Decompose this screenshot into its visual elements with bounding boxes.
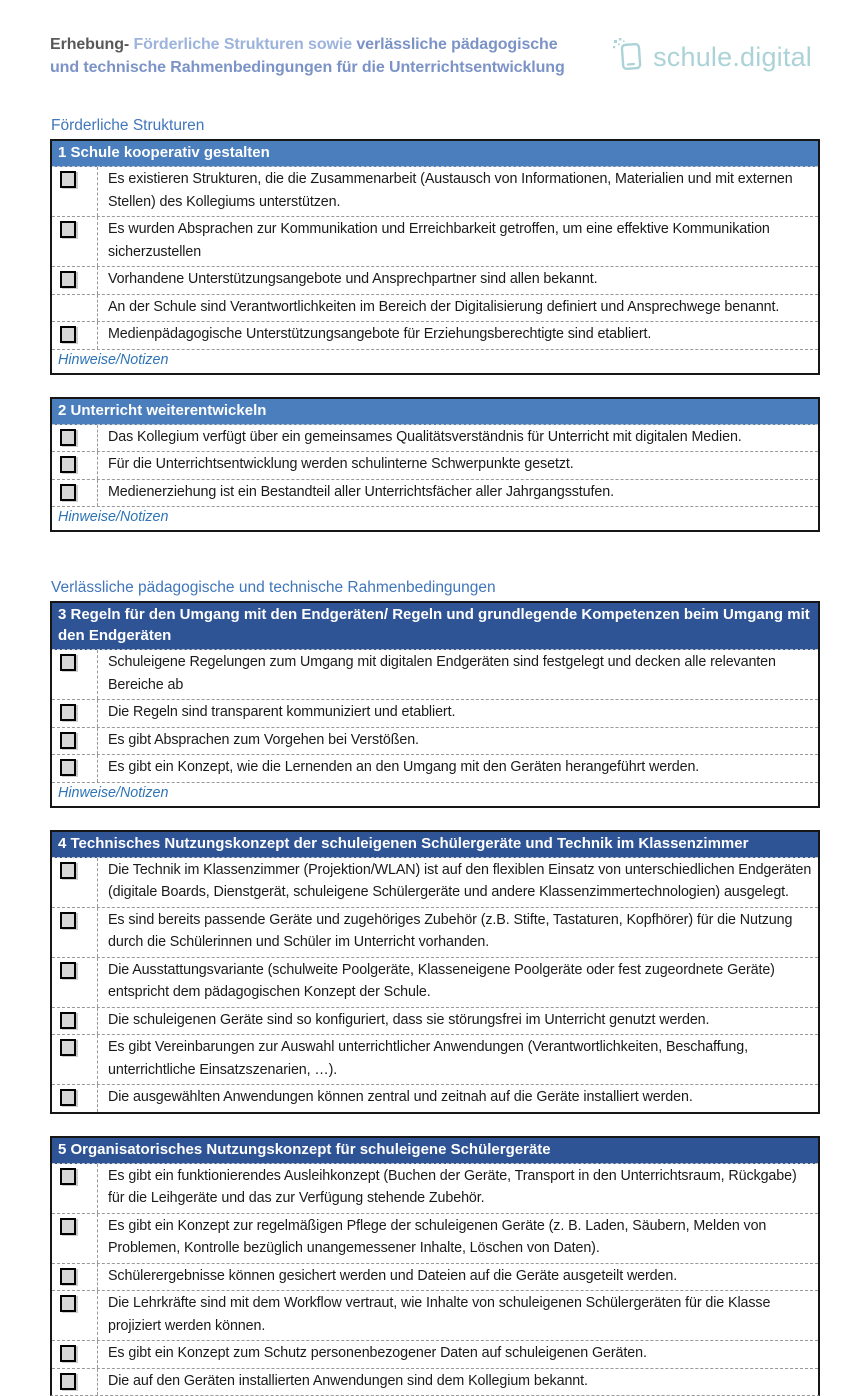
checklist-table-5 — [50, 1136, 820, 1396]
checklist-item-text: Medienerziehung ist ein Bestandteil aller Unterrichtsfächer aller Jahrgangsstufen. — [98, 480, 818, 507]
checkbox[interactable] — [60, 1012, 76, 1029]
checkbox[interactable] — [60, 1218, 76, 1235]
checklist-item-text: Schuleigene Regelungen zum Umgang mit digitalen Endgeräten sind festgelegt und decken alle relevanten Bereiche ab — [98, 650, 818, 699]
checklist-item-text: Medienpädagogische Unterstützungsangebote für Erziehungsberechtigte sind etabliert. — [98, 322, 818, 349]
checklist-table-2 — [50, 397, 820, 533]
checkbox-cell-empty — [52, 295, 98, 322]
checkbox-cell — [52, 322, 98, 349]
checkbox-cell — [52, 1291, 98, 1340]
checkbox[interactable] — [60, 1373, 76, 1390]
checkbox-cell — [52, 452, 98, 479]
notes-label: Hinweise/Notizen — [52, 506, 818, 530]
checkbox[interactable] — [60, 1268, 76, 1285]
checkbox-cell — [52, 1085, 98, 1112]
table-1-header: 1 Schule kooperativ gestalten — [52, 141, 818, 167]
checklist-item-text: Die Regeln sind transparent kommuniziert und etabliert. — [98, 700, 818, 727]
checklist-item-text: Das Kollegium verfügt über ein gemeinsames Qualitätsverständnis für Unterricht mit digitalen Medien. — [98, 425, 818, 452]
checkbox[interactable] — [60, 271, 76, 288]
table-row — [52, 1340, 818, 1368]
checklist-item-text: Es wurden Absprachen zur Kommunikation und Erreichbarkeit getroffen, um eine effektive Kommunikation sicherzustellen — [98, 217, 818, 266]
document-title — [50, 33, 575, 79]
table-3-header: 3 Regeln für den Umgang mit den Endgeräten/ Regeln und grundlegende Kompetenzen beim Umgang mit den Endgeräten — [52, 603, 818, 650]
checkbox[interactable] — [60, 171, 76, 188]
table-row — [52, 294, 818, 322]
notes-label: Hinweise/Notizen — [52, 782, 818, 806]
checkbox[interactable] — [60, 456, 76, 473]
checklist-item-text: Für die Unterrichtsentwicklung werden schulinterne Schwerpunkte gesetzt. — [98, 452, 818, 479]
table-row — [52, 451, 818, 479]
table-row — [52, 1084, 818, 1112]
table-row — [52, 1368, 818, 1396]
checkbox[interactable] — [60, 221, 76, 238]
checkbox[interactable] — [60, 912, 76, 929]
checkbox[interactable] — [60, 1089, 76, 1106]
checklist-item-text: Es gibt ein Konzept, wie die Lernenden an den Umgang mit den Geräten herangeführt werden. — [98, 755, 818, 782]
checklist-item-text: Es gibt Vereinbarungen zur Auswahl unterrichtlicher Anwendungen (Verantwortlichkeiten, Beschaffung, unterrichtliche Einsatzszenarien, …). — [98, 1035, 818, 1084]
checkbox-cell — [52, 267, 98, 294]
checkbox-cell — [52, 425, 98, 452]
checklist-item-text: Es gibt Absprachen zum Vorgehen bei Verstößen. — [98, 728, 818, 755]
table-row — [52, 266, 818, 294]
checkbox-cell — [52, 1035, 98, 1084]
table-row — [52, 1034, 818, 1084]
checkbox[interactable] — [60, 429, 76, 446]
checkbox[interactable] — [60, 732, 76, 749]
table-row — [52, 1213, 818, 1263]
checklist-item-text: Es gibt ein Konzept zum Schutz personenbezogener Daten auf schuleigenen Geräten. — [98, 1341, 818, 1368]
checklist-table-4 — [50, 830, 820, 1114]
checkbox-cell — [52, 167, 98, 216]
table-row — [52, 479, 818, 507]
title-segment-mid: verlässliche pädagogische und technische Rahmenbedingungen für die Unterrichtsentwicklung — [50, 36, 565, 76]
checklist-item-text: Schülerergebnisse können gesichert werden und Dateien auf die Geräte ausgeteilt werden. — [98, 1264, 818, 1291]
table-row — [52, 321, 818, 349]
checkbox[interactable] — [60, 1039, 76, 1056]
checkbox[interactable] — [60, 962, 76, 979]
checkbox-cell — [52, 728, 98, 755]
checkbox-cell — [52, 908, 98, 957]
checkbox-cell — [52, 1214, 98, 1263]
group-heading-rahmenbedingungen: Verlässliche pädagogische und technische Rahmenbedingungen — [51, 578, 820, 598]
checkbox-cell — [52, 1264, 98, 1291]
schule-digital-logo — [612, 37, 812, 78]
checklist-item-text: An der Schule sind Verantwortlichkeiten im Bereich der Digitalisierung definiert und Ansprechwege benannt. — [98, 295, 818, 322]
spacer — [50, 79, 820, 116]
table-row — [52, 650, 818, 699]
group-heading-foerderliche-strukturen: Förderliche Strukturen — [51, 116, 820, 136]
checklist-table-1 — [50, 139, 820, 375]
checkbox[interactable] — [60, 326, 76, 343]
table-row — [52, 1290, 818, 1340]
table-4-header: 4 Technisches Nutzungskonzept der schuleigenen Schülergeräte und Technik im Klassenzimmer — [52, 832, 818, 858]
checkbox[interactable] — [60, 759, 76, 776]
table-5-header: 5 Organisatorisches Nutzungskonzept für schuleigene Schülergeräte — [52, 1138, 818, 1164]
checklist-item-text: Es sind bereits passende Geräte und zugehöriges Zubehör (z.B. Stifte, Tastaturen, Kopfhörer) für die Nutzung durch die Schülerinnen und Schüler im Unterricht vorhanden. — [98, 908, 818, 957]
table-row — [52, 216, 818, 266]
title-segment-light: Förderliche Strukturen sowie — [129, 36, 356, 53]
checklist-table-3 — [50, 601, 820, 808]
checkbox-cell — [52, 217, 98, 266]
checklist-item-text: Es gibt ein funktionierendes Ausleihkonzept (Buchen der Geräte, Transport in den Unterrichtsraum, Rückgabe) für die Leihgeräte und das zur Verfügung stehende Zubehör. — [98, 1164, 818, 1213]
checkbox[interactable] — [60, 1295, 76, 1312]
notes-label: Hinweise/Notizen — [52, 349, 818, 373]
table-row — [52, 167, 818, 216]
checkbox[interactable] — [60, 654, 76, 671]
checkbox[interactable] — [60, 862, 76, 879]
checkbox-cell — [52, 700, 98, 727]
checkbox-cell — [52, 1164, 98, 1213]
table-row — [52, 1263, 818, 1291]
checklist-item-text: Die Ausstattungsvariante (schulweite Poolgeräte, Klasseneigene Poolgeräte oder fest zugeordnete Geräte) entspricht dem pädagogischen Konzept der Schule. — [98, 958, 818, 1007]
checkbox-cell — [52, 755, 98, 782]
checkbox-cell — [52, 1369, 98, 1396]
table-row — [52, 425, 818, 452]
table-row — [52, 957, 818, 1007]
title-prefix: Erhebung- — [50, 36, 129, 53]
table-row — [52, 1007, 818, 1035]
checklist-item-text: Die Technik im Klassenzimmer (Projektion/WLAN) ist auf den flexiblen Einsatz von unterschiedlichen Endgeräten (digitale Boards, Dienstgerät, schuleigene Schülergeräte und andere Klassenzimmertechnologien) ausgelegt. — [98, 858, 818, 907]
tablet-sparkle-icon — [612, 37, 646, 78]
table-row — [52, 727, 818, 755]
checkbox-cell — [52, 650, 98, 699]
checklist-item-text: Die auf den Geräten installierten Anwendungen sind dem Kollegium bekannt. — [98, 1369, 818, 1396]
table-row — [52, 754, 818, 782]
table-row — [52, 1164, 818, 1213]
checkbox[interactable] — [60, 1345, 76, 1362]
table-row — [52, 699, 818, 727]
spacer — [50, 554, 820, 578]
checklist-item-text: Die schuleigenen Geräte sind so konfiguriert, dass sie störungsfrei im Unterricht genutzt werden. — [98, 1008, 818, 1035]
checkbox-cell — [52, 858, 98, 907]
checkbox-cell — [52, 1008, 98, 1035]
table-row — [52, 907, 818, 957]
checkbox-cell — [52, 480, 98, 507]
checkbox[interactable] — [60, 1168, 76, 1185]
checklist-item-text: Die ausgewählten Anwendungen können zentral und zeitnah auf die Geräte installiert werden. — [98, 1085, 818, 1112]
checkbox[interactable] — [60, 704, 76, 721]
checklist-item-text: Vorhandene Unterstützungsangebote und Ansprechpartner sind allen bekannt. — [98, 267, 818, 294]
checkbox[interactable] — [60, 484, 76, 501]
checkbox-cell — [52, 1341, 98, 1368]
checklist-item-text: Es existieren Strukturen, die die Zusammenarbeit (Austausch von Informationen, Materialien und mit externen Stellen) des Kollegiums unterstützen. — [98, 167, 818, 216]
checklist-item-text: Die Lehrkräfte sind mit dem Workflow vertraut, wie Inhalte von schuleigenen Schülergeräten für die Klasse projiziert werden können. — [98, 1291, 818, 1340]
table-row — [52, 858, 818, 907]
document-header — [50, 33, 820, 79]
logo-text: schule.digital — [653, 42, 812, 73]
table-2-header: 2 Unterricht weiterentwickeln — [52, 399, 818, 425]
checkbox-cell — [52, 958, 98, 1007]
checklist-item-text: Es gibt ein Konzept zur regelmäßigen Pflege der schuleigenen Geräte (z. B. Laden, Säubern, Melden von Problemen, Kontrolle bezüglich unangemessener Inhalte, Löschen von Daten). — [98, 1214, 818, 1263]
